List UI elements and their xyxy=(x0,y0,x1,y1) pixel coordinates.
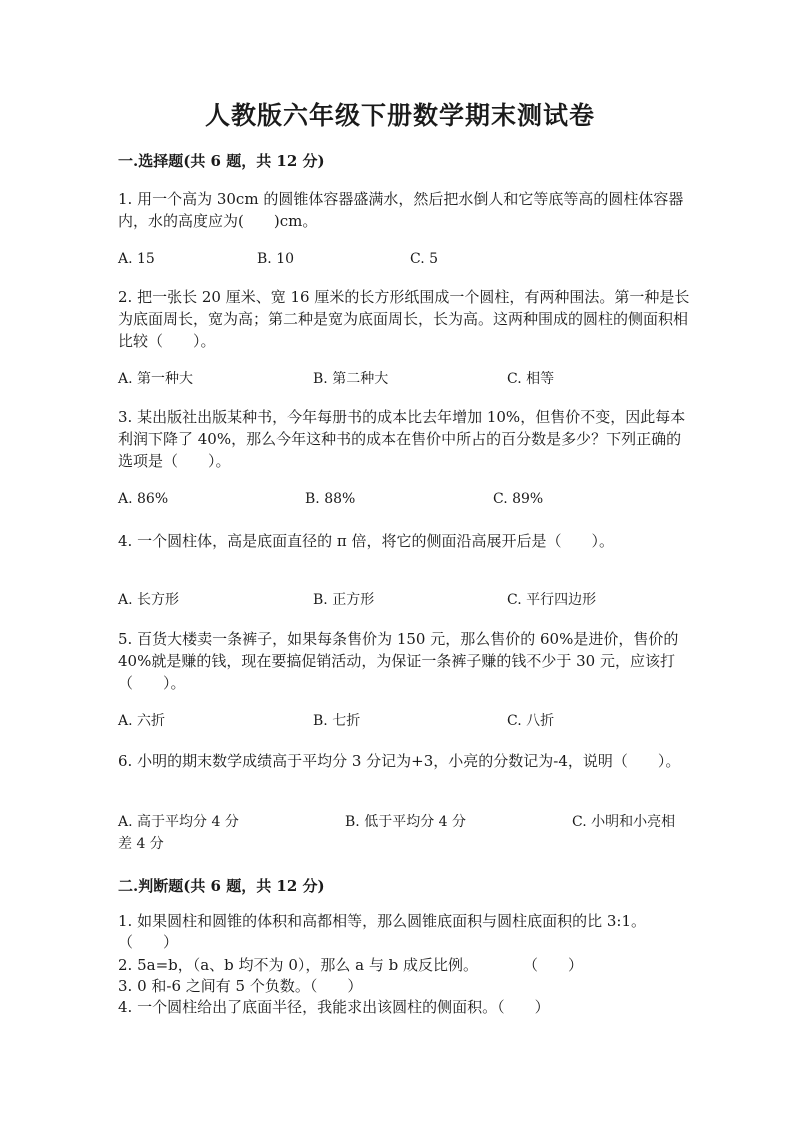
judgment-2: 2. 5a=b，（a、b 均不为 0），那么 a 与 b 成反比例。 （ ） xyxy=(118,956,583,974)
question-1-option-b[interactable]: B. 10 xyxy=(257,251,295,267)
section-heading-choice: 一.选择题(共 6 题，共 12 分) xyxy=(118,152,325,170)
question-5-option-c[interactable]: C. 八折 xyxy=(507,713,555,729)
question-6-option-b[interactable]: B. 低于平均分 4 分 xyxy=(345,814,466,830)
judgment-3: 3. 0 和-6 之间有 5 个负数。（ ） xyxy=(118,977,363,995)
page-title: 人教版六年级下册数学期末测试卷 xyxy=(204,101,595,130)
question-5-option-b[interactable]: B. 七折 xyxy=(313,713,361,729)
judgment-4: 4. 一个圆柱给出了底面半径，我能求出该圆柱的侧面积。（ ） xyxy=(118,998,550,1016)
question-2-option-c[interactable]: C. 相等 xyxy=(507,371,555,387)
question-2-option-b[interactable]: B. 第二种大 xyxy=(313,371,389,387)
judgment-1: 1. 如果圆柱和圆锥的体积和高都相等，那么圆锥底面积与圆柱底面积的比 3:1。（ ） xyxy=(118,912,646,951)
question-1-option-c[interactable]: C. 5 xyxy=(410,251,439,267)
question-3: 3. 某出版社出版某种书，今年每册书的成本比去年增加 10%，但售价不变，因此每本利润下降了 40%，那么今年这种书的成本在售价中所占的百分数是多少？下列正确的选项是（ ）。 xyxy=(118,408,686,470)
question-3-option-b[interactable]: B. 88% xyxy=(305,491,356,507)
question-6-option-c[interactable]: C. 小明和小亮相差 4 分 xyxy=(118,814,676,852)
question-4-option-b[interactable]: B. 正方形 xyxy=(313,592,375,608)
question-3-option-c[interactable]: C. 89% xyxy=(493,491,544,507)
question-6-options xyxy=(118,811,678,855)
question-4-option-c[interactable]: C. 平行四边形 xyxy=(507,592,597,608)
question-2: 2. 把一张长 20 厘米、宽 16 厘米的长方形纸围成一个圆柱，有两种围法。第一种是长为底面周长，宽为高；第二种是宽为底面周长，长为高。这两种围成的圆柱的侧面积相比较（ ）。 xyxy=(118,288,690,350)
question-4: 4. 一个圆柱体，高是底面直径的 π 倍，将它的侧面沿高展开后是（ ）。 xyxy=(118,532,614,550)
question-6-option-a[interactable]: A. 高于平均分 4 分 xyxy=(118,814,239,830)
question-5: 5. 百货大楼卖一条裤子，如果每条售价为 150 元，那么售价的 60%是进价，售价的 40%就是赚的钱，现在要搞促销活动，为保证一条裤子赚的钱不少于 30 元，应该打（ ）。 xyxy=(118,630,679,692)
question-5-option-a[interactable]: A. 六折 xyxy=(118,713,166,729)
question-2-option-a[interactable]: A. 第一种大 xyxy=(118,371,194,387)
question-4-option-a[interactable]: A. 长方形 xyxy=(118,592,180,608)
question-6: 6. 小明的期末数学成绩高于平均分 3 分记为+3，小亮的分数记为-4，说明（ ）。 xyxy=(118,752,681,770)
question-1: 1. 用一个高为 30cm 的圆锥体容器盛满水，然后把水倒人和它等底等高的圆柱体容器内，水的高度应为( )cm。 xyxy=(118,190,684,230)
question-1-option-a[interactable]: A. 15 xyxy=(118,251,155,267)
question-3-option-a[interactable]: A. 86% xyxy=(118,491,169,507)
section-heading-judgment: 二.判断题(共 6 题，共 12 分) xyxy=(118,877,325,895)
